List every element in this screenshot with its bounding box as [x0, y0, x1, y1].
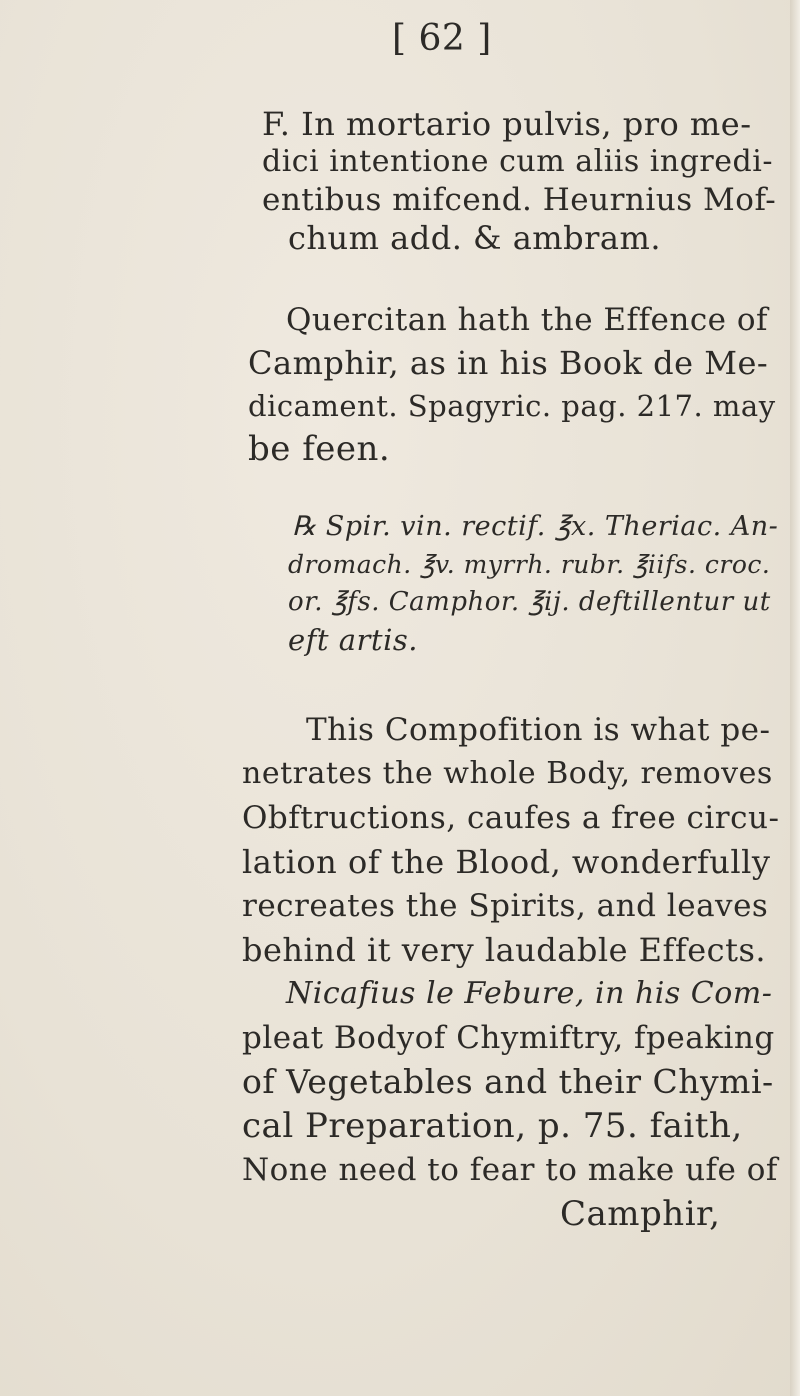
text-line: None need to fear to make ufe of [242, 1152, 778, 1188]
text-line: dici intentione cum aliis ingredi- [262, 144, 773, 179]
text-line: dromach. ℥v. myrrh. rubr. ℥iifs. croc. [288, 550, 771, 579]
text-line: F. In mortario pulvis, pro me- [262, 105, 752, 143]
text-line: This Compofition is what pe- [306, 712, 771, 748]
text-line: Camphir, as in his Book de Me- [248, 344, 769, 382]
text-line: eft artis. [288, 623, 418, 657]
text-line: Quercitan hath the Effence of [286, 302, 769, 338]
text-line: lation of the Blood, wonderfully [242, 843, 771, 881]
text-line: ℞ Spir. vin. rectif. ℥x. Theriac. An- [292, 511, 779, 542]
page-edge [790, 0, 800, 1396]
text-line: recreates the Spirits, and leaves [242, 888, 769, 924]
text-line: be feen. [248, 429, 391, 469]
text-line: entibus mifcend. Heurnius Mof- [262, 182, 777, 218]
text-line: or. ℥fs. Camphor. ℥ij. deftillentur ut [288, 587, 771, 617]
text-line: Obftructions, caufes a free circu- [242, 800, 780, 836]
text-line: of Vegetables and their Chymi- [242, 1062, 774, 1101]
text-line: chum add. & ambram. [288, 219, 661, 257]
text-line: Nicafius le Febure, in his Com- [286, 976, 773, 1011]
text-line: dicament. Spagyric. pag. 217. may [248, 389, 776, 423]
text-line: cal Preparation, p. 75. faith, [242, 1106, 743, 1146]
page-number: [ 62 ] [392, 18, 492, 59]
catchword: Camphir, [560, 1194, 721, 1234]
text-line: behind it very laudable Effects. [242, 931, 767, 969]
text-line: pleat Bodyof Chymiftry, fpeaking [242, 1020, 775, 1056]
text-line: netrates the whole Body, removes [242, 756, 773, 791]
